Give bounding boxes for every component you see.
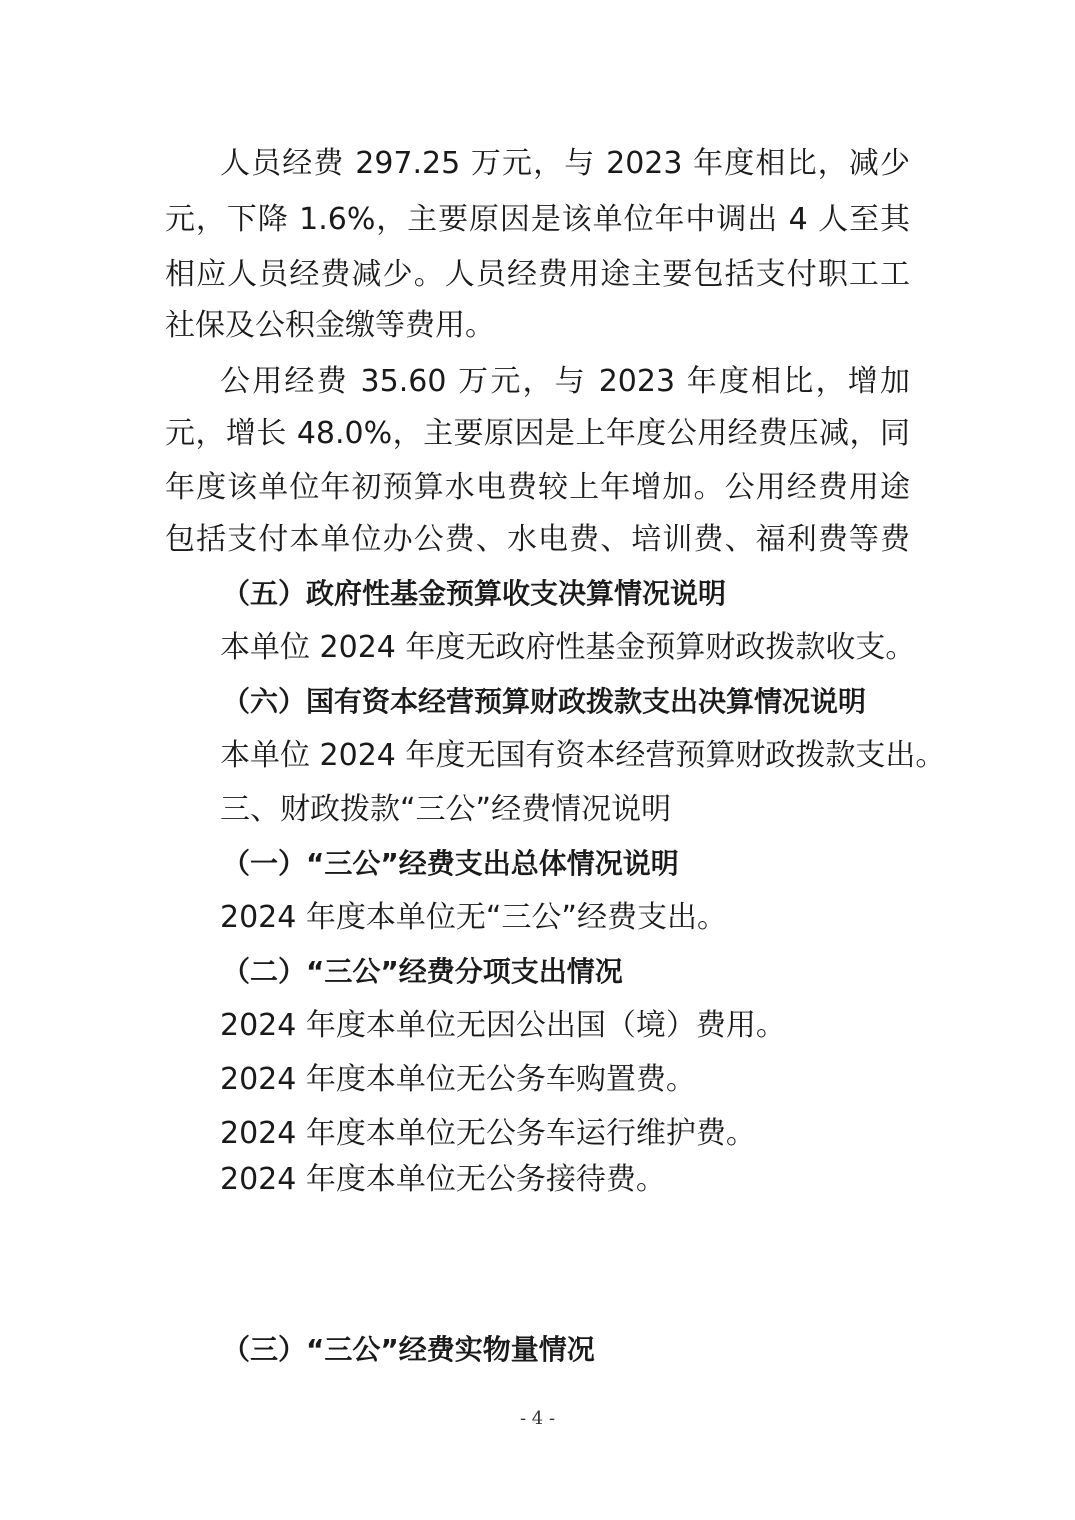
paragraph-line: 包括支付本单位办公费、水电费、培训费、福利费等费 [165, 522, 910, 557]
paragraph-line: 公用经费 35.60 万元，与 2023 年度相比，增加 [220, 364, 910, 399]
paragraph-line: 年度该单位年初预算水电费较上年增加。公用经费用途 [165, 470, 910, 505]
paragraph-line: 人员经费 297.25 万元，与 2023 年度相比，减少 [220, 146, 910, 181]
paragraph-line: 2024 年度本单位无公务接待费。 [220, 1162, 666, 1197]
section-heading-3: 三、财政拨款“三公”经费情况说明 [220, 792, 672, 827]
paragraph-line: 相应人员经费减少。人员经费用途主要包括支付职工工 [165, 257, 910, 292]
subsection-heading-3-1: （一）“三公”经费支出总体情况说明 [222, 847, 679, 880]
subsection-heading-5: （五）政府性基金预算收支决算情况说明 [222, 577, 727, 610]
subsection-heading-6: （六）国有资本经营预算财政拨款支出决算情况说明 [222, 685, 867, 718]
paragraph-line: 本单位 2024 年度无国有资本经营预算财政拨款支出。 [220, 738, 946, 773]
subsection-heading-3-3: （三）“三公”经费实物量情况 [222, 1333, 595, 1366]
paragraph-line: 本单位 2024 年度无政府性基金预算财政拨款收支。 [220, 630, 916, 665]
paragraph-line: 2024 年度本单位无公务车购置费。 [220, 1062, 696, 1097]
paragraph-line: 2024 年度本单位无公务车运行维护费。 [220, 1116, 756, 1151]
paragraph-line: 元，下降 1.6%，主要原因是该单位年中调出 4 人至其 [165, 202, 910, 237]
paragraph-line: 元，增长 48.0%，主要原因是上年度公用经费压减，同 [165, 416, 910, 451]
page-number: - 4 - [519, 1408, 556, 1429]
subsection-heading-3-2: （二）“三公”经费分项支出情况 [222, 955, 623, 988]
paragraph-line: 2024 年度本单位无“三公”经费支出。 [220, 900, 727, 935]
paragraph-line: 2024 年度本单位无因公出国（境）费用。 [220, 1008, 786, 1043]
paragraph-line: 社保及公积金缴等费用。 [165, 308, 495, 343]
